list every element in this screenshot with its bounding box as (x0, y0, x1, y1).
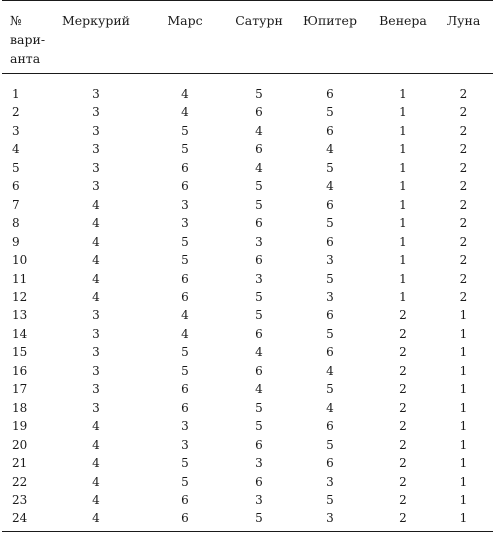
cell-mars: 6 (181, 160, 189, 175)
cell-mercury: 4 (92, 456, 100, 471)
cell-variant: 20 (12, 437, 28, 452)
cell-moon: 1 (459, 492, 468, 507)
cell-venus: 1 (399, 289, 407, 304)
cell-mars: 3 (181, 197, 189, 212)
header-variant-line: анта (10, 51, 41, 66)
cell-jupiter: 5 (326, 271, 334, 286)
cell-mars: 6 (181, 179, 189, 194)
cell-mars: 4 (181, 326, 189, 341)
cell-jupiter: 5 (326, 382, 334, 397)
cell-saturn: 5 (255, 419, 263, 434)
cell-saturn: 3 (255, 492, 263, 507)
header-venus: Венера (372, 1, 434, 74)
cell-saturn: 3 (255, 234, 263, 249)
cell-moon: 2 (459, 253, 468, 268)
cell-mars: 6 (181, 271, 189, 286)
cell-moon: 1 (459, 419, 468, 434)
cell-variant: 24 (2, 509, 52, 531)
cell-variant: 23 (12, 492, 28, 507)
cell-moon: 2 (459, 216, 468, 231)
cell-venus: 1 (399, 216, 407, 231)
cell-saturn: 5 (255, 400, 263, 415)
cell-moon: 2 (459, 142, 468, 157)
cell-moon: 1 (459, 400, 468, 415)
cell-saturn: 5 (255, 197, 263, 212)
cell-venus: 1 (399, 160, 407, 175)
cell-mercury: 4 (92, 271, 100, 286)
cell-mars: 5 (181, 456, 189, 471)
cell-moon: 1 (459, 308, 468, 323)
cell-saturn: 4 (255, 345, 263, 360)
cell-mercury: 3 (92, 160, 100, 175)
cell-saturn: 4 (255, 160, 263, 175)
cell-venus: 2 (399, 382, 407, 397)
cell-venus: 2 (399, 492, 407, 507)
cell-variant: 4 (12, 142, 20, 157)
cell-venus: 2 (399, 363, 407, 378)
table-row (2, 362, 493, 380)
cell-mars: 4 (181, 105, 189, 120)
cell-jupiter: 4 (326, 363, 334, 378)
cell-jupiter: 4 (326, 179, 334, 194)
cell-mercury: 4 (92, 234, 100, 249)
cell-moon: 1 (459, 382, 468, 397)
cell-moon: 2 (459, 271, 468, 286)
cell-moon: 1 (459, 456, 468, 471)
cell-variant: 15 (12, 345, 28, 360)
cell-mars: 5 (181, 253, 189, 268)
cell-jupiter: 5 (326, 105, 334, 120)
table-row (2, 270, 493, 288)
cell-jupiter: 3 (326, 253, 334, 268)
table-row (2, 177, 493, 195)
cell-jupiter: 6 (326, 123, 334, 138)
cell-venus: 1 (399, 142, 407, 157)
cell-mercury: 3 (92, 345, 100, 360)
table-body (2, 74, 493, 532)
header-row (2, 1, 493, 74)
cell-mars: 4 (181, 87, 189, 101)
cell-moon: 2 (459, 123, 468, 138)
cell-jupiter: 4 (326, 142, 334, 157)
header-jupiter: Юпитер (288, 1, 372, 74)
cell-mars: 3 (181, 419, 189, 434)
cell-venus: 2 (399, 419, 407, 434)
cell-moon: 2 (459, 160, 468, 175)
cell-variant: 19 (12, 419, 28, 434)
cell-mercury: 4 (92, 492, 100, 507)
table-row (2, 399, 493, 417)
table-row (2, 122, 493, 140)
cell-mercury: 3 (92, 400, 100, 415)
cell-jupiter: 6 (326, 197, 334, 212)
cell-venus: 2 (399, 456, 407, 471)
cell-variant: 1 (12, 87, 20, 101)
table-row (2, 196, 493, 214)
cell-moon: 2 (459, 197, 468, 212)
header-mercury: Меркурий (52, 1, 140, 74)
cell-mars: 6 (181, 289, 189, 304)
cell-saturn: 6 (255, 216, 263, 231)
table-row (2, 74, 493, 104)
header-moon: Луна (434, 1, 493, 74)
cell-saturn: 6 (255, 253, 263, 268)
table-header (2, 1, 493, 74)
cell-mercury: 3 (92, 123, 100, 138)
cell-moon: 2 (459, 87, 468, 101)
cell-mercury: 4 (52, 509, 140, 531)
cell-mercury: 3 (92, 308, 100, 323)
cell-venus: 2 (399, 400, 407, 415)
cell-mercury: 4 (92, 474, 100, 489)
cell-moon: 2 (459, 289, 468, 304)
cell-saturn: 6 (255, 105, 263, 120)
cell-saturn: 5 (255, 308, 263, 323)
cell-saturn: 4 (255, 123, 263, 138)
header-saturn: Сатурн (230, 1, 288, 74)
cell-saturn: 6 (255, 326, 263, 341)
cell-mars: 3 (181, 216, 189, 231)
cell-variant: 6 (12, 179, 20, 194)
cell-mercury: 4 (92, 253, 100, 268)
cell-jupiter: 5 (326, 326, 334, 341)
cell-venus: 1 (399, 234, 407, 249)
cell-venus: 1 (399, 179, 407, 194)
cell-variant: 9 (12, 234, 20, 249)
cell-moon: 2 (459, 234, 468, 249)
cell-mercury: 3 (92, 326, 100, 341)
cell-mercury: 3 (92, 382, 100, 397)
cell-venus: 1 (399, 271, 407, 286)
cell-mercury: 4 (92, 289, 100, 304)
cell-mars: 5 (181, 234, 189, 249)
cell-jupiter: 5 (326, 160, 334, 175)
cell-jupiter: 3 (326, 289, 334, 304)
cell-variant: 14 (12, 326, 28, 341)
cell-variant: 5 (12, 160, 20, 175)
cell-mars: 6 (181, 382, 189, 397)
cell-moon: 1 (434, 509, 493, 531)
cell-mercury: 4 (92, 197, 100, 212)
cell-moon: 1 (459, 326, 468, 341)
cell-venus: 1 (399, 87, 407, 101)
cell-variant: 11 (12, 271, 28, 286)
cell-mars: 5 (181, 142, 189, 157)
cell-mercury: 4 (92, 419, 100, 434)
cell-jupiter: 5 (326, 437, 334, 452)
cell-mars: 5 (181, 363, 189, 378)
cell-venus: 2 (399, 326, 407, 341)
table-row (2, 417, 493, 435)
table-row (2, 473, 493, 491)
cell-saturn: 3 (255, 456, 263, 471)
cell-mercury: 3 (92, 179, 100, 194)
cell-variant: 10 (12, 253, 28, 268)
table-row (2, 380, 493, 398)
cell-variant: 8 (12, 216, 20, 231)
cell-jupiter: 3 (288, 509, 372, 531)
cell-variant: 3 (12, 123, 20, 138)
header-variant-line: вари- (10, 32, 46, 47)
cell-mars: 6 (140, 509, 230, 531)
cell-variant: 13 (12, 308, 28, 323)
cell-mercury: 3 (92, 142, 100, 157)
table-row (2, 214, 493, 232)
table-row (2, 306, 493, 324)
cell-jupiter: 6 (326, 308, 334, 323)
cell-mars: 5 (181, 474, 189, 489)
cell-venus: 2 (372, 509, 434, 531)
cell-mercury: 4 (92, 437, 100, 452)
cell-saturn: 5 (230, 509, 288, 531)
cell-venus: 2 (399, 437, 407, 452)
cell-mercury: 3 (92, 87, 100, 101)
cell-mars: 3 (181, 437, 189, 452)
cell-jupiter: 6 (326, 234, 334, 249)
cell-jupiter: 6 (326, 456, 334, 471)
table-row (2, 325, 493, 343)
cell-jupiter: 5 (326, 492, 334, 507)
cell-saturn: 6 (255, 474, 263, 489)
cell-venus: 2 (399, 308, 407, 323)
cell-saturn: 6 (255, 363, 263, 378)
header-variant-line: № (10, 13, 22, 28)
cell-variant: 16 (12, 363, 28, 378)
cell-venus: 1 (399, 105, 407, 120)
header-mars: Марс (140, 1, 230, 74)
cell-venus: 2 (399, 345, 407, 360)
cell-saturn: 5 (255, 179, 263, 194)
cell-saturn: 5 (255, 87, 263, 101)
cell-mars: 5 (181, 345, 189, 360)
table-row (2, 103, 493, 121)
cell-venus: 1 (399, 123, 407, 138)
cell-saturn: 6 (255, 142, 263, 157)
cell-mars: 6 (181, 400, 189, 415)
cell-variant: 2 (12, 105, 20, 120)
cell-jupiter: 4 (326, 400, 334, 415)
cell-moon: 1 (459, 363, 468, 378)
planet-variants-table (2, 0, 493, 532)
cell-jupiter: 6 (326, 419, 334, 434)
cell-mercury: 3 (92, 363, 100, 378)
cell-mars: 4 (181, 308, 189, 323)
cell-venus: 1 (399, 253, 407, 268)
cell-saturn: 5 (255, 289, 263, 304)
cell-moon: 1 (459, 437, 468, 452)
table-row (2, 251, 493, 269)
cell-jupiter: 6 (326, 87, 334, 101)
cell-variant: 7 (12, 197, 20, 212)
cell-mars: 5 (181, 123, 189, 138)
table-row (2, 454, 493, 472)
table-row (2, 436, 493, 454)
cell-saturn: 3 (255, 271, 263, 286)
cell-venus: 2 (399, 474, 407, 489)
table-row (2, 343, 493, 361)
cell-variant: 12 (12, 289, 28, 304)
table-row (2, 159, 493, 177)
cell-saturn: 6 (255, 437, 263, 452)
cell-variant: 22 (12, 474, 28, 489)
cell-saturn: 4 (255, 382, 263, 397)
table-row (2, 140, 493, 158)
cell-venus: 1 (399, 197, 407, 212)
cell-moon: 2 (459, 105, 468, 120)
cell-moon: 2 (459, 179, 468, 194)
cell-moon: 1 (459, 345, 468, 360)
table-row (2, 288, 493, 306)
table-row (2, 233, 493, 251)
cell-jupiter: 5 (326, 216, 334, 231)
cell-mars: 6 (181, 492, 189, 507)
cell-jupiter: 6 (326, 345, 334, 360)
header-variant-number (2, 1, 52, 74)
cell-jupiter: 3 (326, 474, 334, 489)
table-row (2, 509, 493, 531)
cell-moon: 1 (459, 474, 468, 489)
cell-mercury: 4 (92, 216, 100, 231)
cell-variant: 21 (12, 456, 28, 471)
table-row (2, 491, 493, 509)
cell-variant: 18 (12, 400, 28, 415)
cell-mercury: 3 (92, 105, 100, 120)
cell-variant: 17 (12, 382, 28, 397)
